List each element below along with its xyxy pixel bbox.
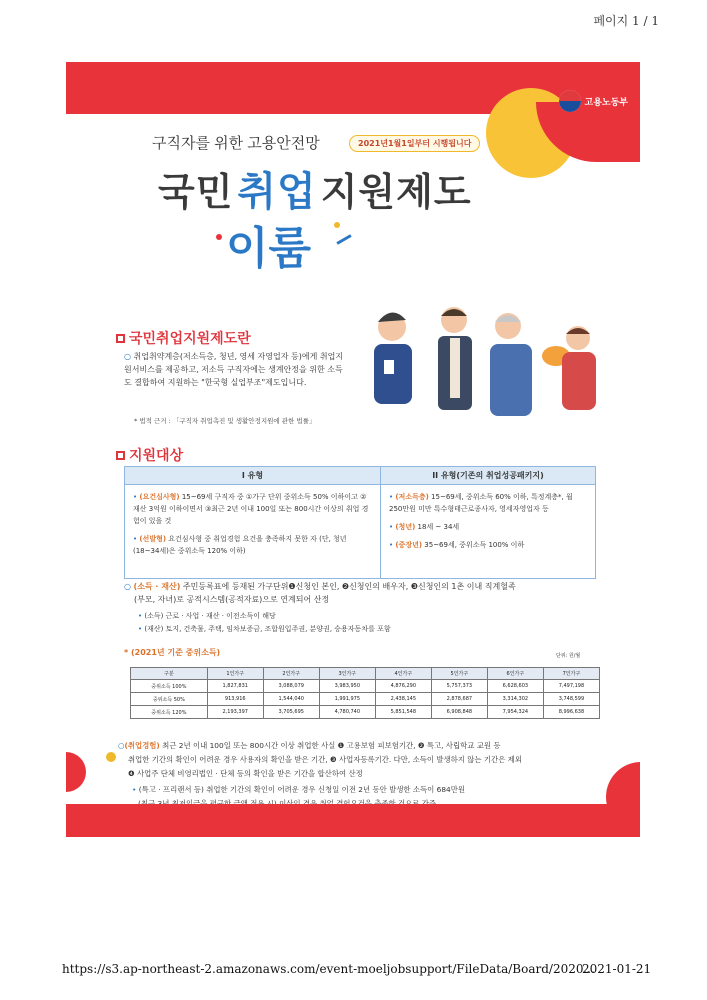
ministry-logo xyxy=(559,90,628,112)
table-header-cell: 구분 xyxy=(131,668,208,680)
footer-date: 2021-01-21 xyxy=(582,962,652,976)
table-header-cell: 7인가구 xyxy=(543,668,599,680)
title-right: 지원제도 xyxy=(320,172,472,214)
table-header-cell: 4인가구 xyxy=(375,668,431,680)
table-cell: 1,991,975 xyxy=(319,693,375,706)
type2-a-label: (저소득층) xyxy=(395,493,429,501)
table-cell: 1,827,831 xyxy=(207,680,263,693)
yellow-decor-dot xyxy=(106,752,116,762)
table-header-cell: 6인가구 xyxy=(487,668,543,680)
table-cell: 1,544,040 xyxy=(263,693,319,706)
table-cell: 3,983,950 xyxy=(319,680,375,693)
type2-a-text: 15~69세, 중위소득 60% 이하, 특정계층*, 월 250만원 미만 특수형태근로종사자, 영세자영업자 등 xyxy=(389,493,573,513)
median-income-table xyxy=(130,667,600,719)
title-left: 국민 xyxy=(158,172,234,214)
table-header-cell: 3인가구 xyxy=(319,668,375,680)
circle-bullet-icon: ○ xyxy=(124,352,131,361)
square-bullet-icon xyxy=(116,451,125,460)
table-cell: 7,954,324 xyxy=(487,706,543,719)
table-header: II 유형(기존의 취업성공패키지) xyxy=(381,467,596,485)
table-cell: 2,438,145 xyxy=(375,693,431,706)
section1-body xyxy=(124,350,350,389)
type1-a-label: (요건심사형) xyxy=(139,493,180,501)
income-table-caption: * (2021년 기준 중위소득) xyxy=(124,648,221,657)
table-cell: 6,628,603 xyxy=(487,680,543,693)
table-cell: 7,497,198 xyxy=(543,680,599,693)
type2-b-label: (청년) xyxy=(395,523,416,531)
employment-line2: 취업한 기간의 확인이 어려운 경우 사용자의 확인을 받은 기간, ❸ 사업자등록기간. 다만, 소득이 발생하지 않는 기간은 제외 xyxy=(128,755,522,764)
section1-title: 국민취업지원제도란 xyxy=(129,330,251,346)
table-header-cell: 5인가구 xyxy=(431,668,487,680)
table-header: I 유형 xyxy=(125,467,381,485)
table-cell: 913,916 xyxy=(207,693,263,706)
section-title xyxy=(116,328,251,348)
support-target-table xyxy=(124,466,596,579)
income-sub1: (소득) 근로 · 사업 · 재산 · 이전소득이 해당 xyxy=(144,612,276,620)
subtitle: 구직자를 위한 고용안전망 xyxy=(152,135,320,152)
type1-b-label: (선발형) xyxy=(139,535,167,543)
table-row xyxy=(131,680,600,693)
footer-url: https://s3.ap-northeast-2.amazonaws.com/event-moeljobsupport/FileData/Board/2020... xyxy=(62,962,595,976)
employment-line1: 최근 2년 이내 100일 또는 800시간 이상 취업한 사실 ❶ 고용보험 피보험기간, ❷ 특고, 사립학교 교원 등 xyxy=(162,741,501,750)
table-cell: 3,748,599 xyxy=(543,693,599,706)
employment-line3: ❹ 사업주 단체 비영리법인 · 단체 등의 확인을 받은 기간을 합산하여 산정 xyxy=(128,769,363,778)
main-title xyxy=(158,160,472,217)
table-cell: 2,193,397 xyxy=(207,706,263,719)
income-line1: 주민등록표에 등재된 가구단위❶신청인 본인, ❷신청인의 배우자, ❸신청인의 1촌 이내 직계혈족 xyxy=(182,582,516,591)
type2-c-text: 35~69세, 중위소득 100% 이하 xyxy=(424,541,525,549)
accent-dot xyxy=(216,234,222,240)
table-cell: 6,908,848 xyxy=(431,706,487,719)
table-row xyxy=(131,693,600,706)
table-header-cell: 1인가구 xyxy=(207,668,263,680)
table-cell: 5,851,548 xyxy=(375,706,431,719)
bottom-red-band xyxy=(66,804,640,837)
table-cell: 5,757,373 xyxy=(431,680,487,693)
income-note: ○ (소득 · 재산) 주민등록표에 등재된 가구단위❶신청인 본인, ❷신청인의 배우자, ❸신청인의 1촌 이내 직계혈족 (부모, 자녀)로 공적시스템(공적자료)으로 연계되어 산정 • (소득) 근로 · 사업 · 재산 · 이전소득이 해당 • (재산) 토지, 건축물, 주택, 임차보증금, 조합원입주권, 분양권, 승용자동차를 포함 xyxy=(124,580,614,636)
red-decor-blob xyxy=(66,752,86,792)
table-header-row xyxy=(131,668,600,680)
accent-stroke xyxy=(336,234,351,245)
taegeuk-icon xyxy=(559,90,581,112)
income-label: (소득 · 재산) xyxy=(133,582,181,591)
type2-cell: • (저소득층) 15~69세, 중위소득 60% 이하, 특정계층*, 월 250만원 미만 특수형태근로종사자, 영세자영업자 등 • (청년) 18세 ~ 34세 • (중장년) 35~69세, 중위소득 100% 이하 xyxy=(381,485,596,579)
type2-c-label: (중장년) xyxy=(395,541,423,549)
title-irum: 이룸 xyxy=(226,224,312,273)
table-row xyxy=(131,706,600,719)
table-cell: 중위소득 50% xyxy=(131,693,208,706)
section-title xyxy=(116,445,183,465)
legal-basis-note: * 법적 근거 : 「구직자 취업촉진 및 생활안정지원에 관한 법률」 xyxy=(134,417,316,425)
square-bullet-icon xyxy=(116,334,125,343)
table-cell: 8,996,638 xyxy=(543,706,599,719)
income-line2: (부모, 자녀)로 공적시스템(공적자료)으로 연계되어 산정 xyxy=(134,595,330,604)
type1-cell: • (요건심사형) 15~69세 구직자 중 ①가구 단위 중위소득 50% 이하이고 ②재산 3억원 이하이면서 ③최근 2년 이내 100일 또는 800시간 이상의 취업 경험이 있을 것 • (선발형) 요건심사형 중 취업경험 요건을 충족하지 못한 자 (단, 청년(18~34세)은 중위소득 120% 이하) xyxy=(125,485,381,579)
type1-b-text: 요건심사형 중 취업경험 요건을 충족하지 못한 자 (단, 청년(18~34세)은 중위소득 120% 이하) xyxy=(133,535,347,555)
table-cell: 3,088,079 xyxy=(263,680,319,693)
income-table-unit: 단위: 원/월 xyxy=(556,653,581,659)
people-illustration xyxy=(366,292,606,442)
table-cell: 3,314,302 xyxy=(487,693,543,706)
logo-text: 고용노동부 xyxy=(584,96,628,107)
type2-b-text: 18세 ~ 34세 xyxy=(417,523,460,531)
table-cell: 2,878,687 xyxy=(431,693,487,706)
type1-a-text: 15~69세 구직자 중 ①가구 단위 중위소득 50% 이하이고 ②재산 3억원 이하이면서 ③최근 2년 이내 100일 또는 800시간 이상의 취업 경험이 있을 것 xyxy=(133,493,369,525)
employment-note: ○(취업경험) 최근 2년 이내 100일 또는 800시간 이상 취업한 사실 ❶ 고용보험 피보험기간, ❷ 특고, 사립학교 교원 등 취업한 기간의 확인이 어려운 경우 사용자의 확인을 받은 기간, ❸ 사업자등록기간. 다만, 소득이 발생하지 않는 기간은 제외 ❹ 사업주 단체 비영리법인 · 단체 등의 확인을 받은 기간을 합산하여 산정 • (특고 · 프리랜서 등) 취업한 기간의 확인이 어려운 경우 신청일 이전 2년 동안 발생한 소득이 684만원 xyxy=(118,739,628,811)
section2-title: 지원대상 xyxy=(129,447,184,463)
table-header-cell: 2인가구 xyxy=(263,668,319,680)
section1-body-text: 취업취약계층(저소득층, 청년, 영세 자영업자 등)에게 취업지원서비스를 제공하고, 저소득 구직자에는 생계안정을 위한 소득도 결합하여 지원하는 "한국형 실업부조"제도입니다. xyxy=(124,352,344,387)
table-cell: 중위소득 120% xyxy=(131,706,208,719)
table-cell: 중위소득 100% xyxy=(131,680,208,693)
date-badge: 2021년1월1일부터 시행됩니다 xyxy=(349,135,480,152)
table-cell: 4,876,290 xyxy=(375,680,431,693)
employment-sub1: (특고 · 프리랜서 등) 취업한 기간의 확인이 어려운 경우 신청일 이전 2년 동안 발생한 소득이 684만원 xyxy=(138,785,466,794)
employment-label: (취업경험) xyxy=(124,741,160,750)
table-cell: 4,780,740 xyxy=(319,706,375,719)
title-blue: 취업 xyxy=(237,170,317,214)
income-sub2: (재산) 토지, 건축물, 주택, 임차보증금, 조합원입주권, 분양권, 승용자동차를 포함 xyxy=(144,625,391,633)
table-cell: 3,705,695 xyxy=(263,706,319,719)
accent-dot xyxy=(334,222,340,228)
poster xyxy=(66,62,640,837)
page-number: 페이지 1 / 1 xyxy=(593,14,659,28)
